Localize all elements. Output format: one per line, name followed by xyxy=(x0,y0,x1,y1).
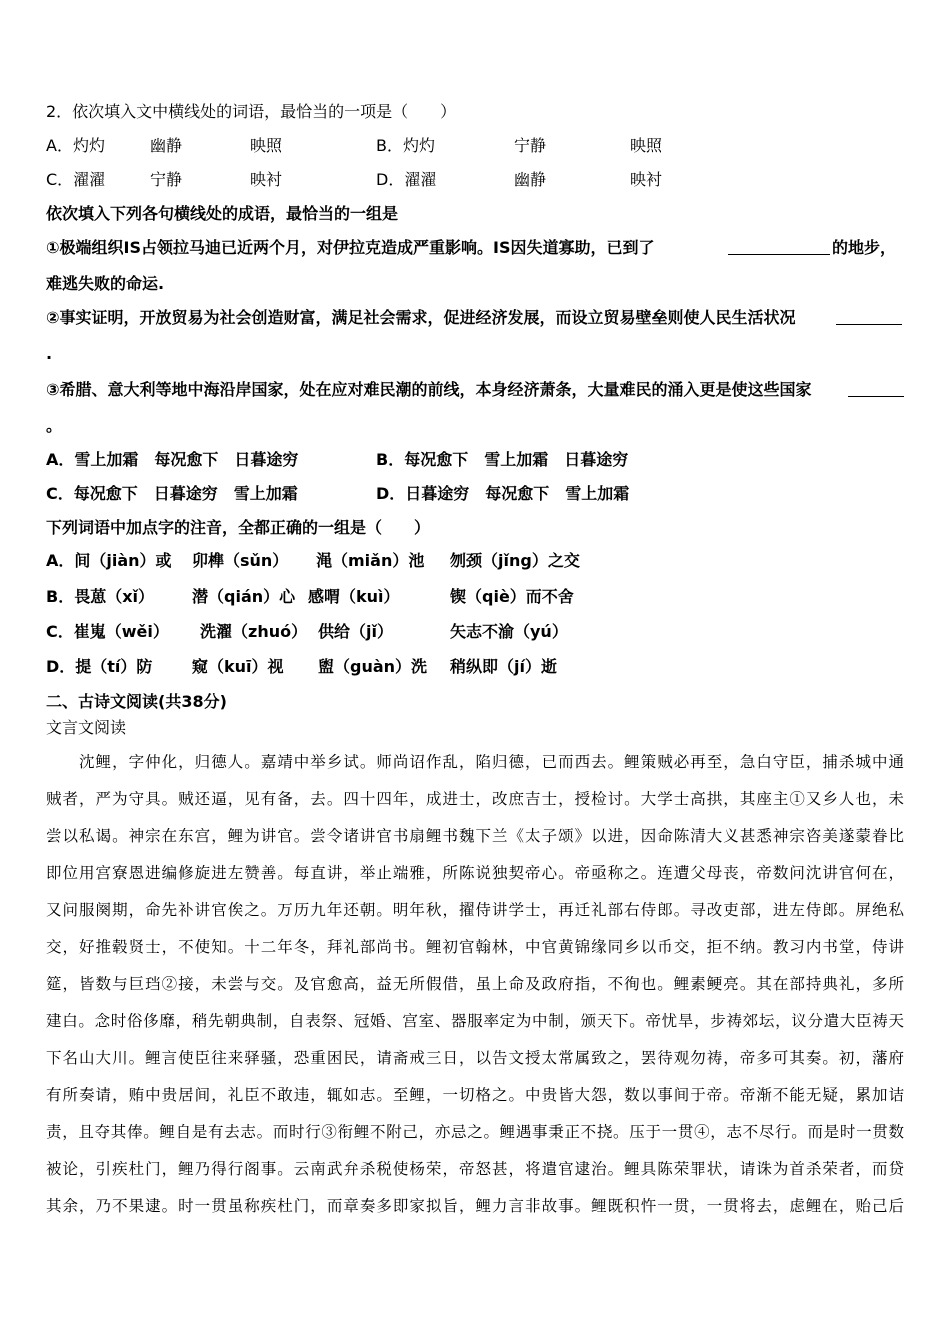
passage-line: 下名山大川。鲤言使臣往来驿骚，恐重困民，请斋戒三日，以告文授太常属致之，罢待观勿祷，帝多可其奏。初，藩府 xyxy=(46,1049,904,1067)
q3-s1-blank[interactable] xyxy=(728,240,830,255)
q2-option-a-word-3: 映照 xyxy=(250,136,283,155)
q4-d-4: 稍纵即（jí）逝 xyxy=(450,657,557,676)
q4-row-d xyxy=(46,657,906,677)
passage-line: 责，且夺其俸。鲤自是有去志。而时行③衔鲤不附己，亦忌之。鲤遇事秉正不挠。压于一贯④，志不尽行。而是时一贯数 xyxy=(46,1123,904,1141)
q2-options-row-2 xyxy=(46,170,906,190)
q4-row-a xyxy=(46,551,906,571)
passage-line: 建白。念时俗侈靡，稍先朝典制，自表祭、冠婚、宫室、器服率定为中制，颁天下。帝忧旱，步祷郊坛，议分遣大臣祷天 xyxy=(46,1012,904,1030)
q3-s2-period: . xyxy=(46,344,53,363)
passage-line: 尝以私谒。神宗在东宫，鲤为讲官。尝令诸讲官书扇鲤书魏下兰《太子颂》以进，因命陈清大义甚悉神宗咨美遂蒙眷比 xyxy=(46,827,904,845)
q3-s1-continued: 难逃失败的命运. xyxy=(46,274,165,293)
section-heading: 二、古诗文阅读(共38分) xyxy=(46,692,227,711)
q2-option-c-word-2: 宁静 xyxy=(150,170,183,189)
passage-line: 交，好推毂贤士，不使知。十二年冬，拜礼部尚书。鲤初官翰林，中官黄锦缘同乡以币交，拒不纳。教习内书堂，侍讲 xyxy=(46,938,904,956)
q4-row-b xyxy=(46,587,906,607)
passage-line: 又问服阕期，命先补讲官俟之。万历九年还朝。明年秋，擢侍讲学士，再迁礼部右侍郎。寻改吏部，进左侍郎。屏绝私 xyxy=(46,901,904,919)
q3-s1-text: ①极端组织IS占领拉马迪已近两个月，对伊拉克造成严重影响。IS因失道寡助，已到了 xyxy=(46,238,655,257)
q4-b-2: 潜（qián）心 xyxy=(192,587,296,606)
q4-a-1[interactable]: A．间（jiàn）或 xyxy=(46,551,172,570)
passage-line: 贼者，严为守具。贼还逼，见有备，去。四十四年，成进士，改庶吉士，授检讨。大学士高拱，其座主①又乡人也，未 xyxy=(46,790,904,808)
section-subheading: 文言文阅读 xyxy=(46,718,127,737)
q4-b-3: 感喟（kuì） xyxy=(308,587,400,606)
q2-option-a[interactable]: A．灼灼 xyxy=(46,136,105,155)
q2-option-d-word-2: 幽静 xyxy=(514,170,547,189)
q4-stem: 下列词语中加点字的注音，全都正确的一组是（ ） xyxy=(46,518,431,537)
q3-s3-period: 。 xyxy=(46,416,63,435)
q2-option-b-word-2: 宁静 xyxy=(514,136,547,155)
q2-option-c-word-3: 映衬 xyxy=(250,170,283,189)
q3-s3-blank[interactable] xyxy=(848,382,904,397)
q4-row-c xyxy=(46,622,906,642)
q3-options-row-2 xyxy=(46,484,906,504)
passage-line: 有所奏请，贿中贵居间，礼臣不敢违，辄如志。至鲤，一切格之。中贵皆大怨，数以事间于帝。帝渐不能无疑，累加诘 xyxy=(46,1086,904,1104)
q3-s1-tail: 的地步， xyxy=(832,238,897,257)
q3-sentence-2 xyxy=(46,308,906,328)
q3-options-row-1 xyxy=(46,450,906,470)
q2-option-d-word-3: 映衬 xyxy=(630,170,663,189)
q2-stem: 2．依次填入文中横线处的词语，最恰当的一项是（ ） xyxy=(46,102,457,121)
q2-options-row-1 xyxy=(46,136,906,156)
q4-d-2: 窥（kuī）视 xyxy=(192,657,284,676)
q2-option-b[interactable]: B．灼灼 xyxy=(376,136,435,155)
q4-d-1[interactable]: D．提（tí）防 xyxy=(46,657,153,676)
q2-option-b-word-3: 映照 xyxy=(630,136,663,155)
q4-a-4: 刎颈（jǐng）之交 xyxy=(450,551,580,570)
q4-d-3: 盥（guàn）洗 xyxy=(318,657,428,676)
q2-option-d[interactable]: D．濯濯 xyxy=(376,170,437,189)
q4-c-4: 矢志不渝（yú） xyxy=(450,622,568,641)
q4-a-2: 卯榫（sǔn） xyxy=(192,551,289,570)
q4-b-4: 锲（qiè）而不舍 xyxy=(450,587,574,606)
q4-a-3: 渑（miǎn）池 xyxy=(316,551,425,570)
q4-c-3: 供给（jǐ） xyxy=(318,622,393,641)
passage-line: 其余，乃不果逮。时一贯虽称疾杜门，而章奏多即家拟旨，鲤力言非故事。鲤既积忤一贯，一贯将去，虑鲤在，贻己后 xyxy=(46,1197,904,1215)
q3-sentence-1 xyxy=(46,238,906,258)
q3-s2-blank[interactable] xyxy=(836,310,902,325)
q2-option-a-word-2: 幽静 xyxy=(150,136,183,155)
q3-stem: 依次填入下列各句横线处的成语，最恰当的一组是 xyxy=(46,204,399,223)
q3-sentence-3 xyxy=(46,380,906,400)
q3-option-d[interactable]: D．日暮途穷 每况愈下 雪上加霜 xyxy=(376,484,630,503)
q3-s3-text: ③希腊、意大利等地中海沿岸国家，处在应对难民潮的前线，本身经济萧条，大量难民的涌入更是使这些国家 xyxy=(46,380,812,399)
q2-option-c[interactable]: C．濯濯 xyxy=(46,170,106,189)
passage-line: 被论，引疾杜门，鲤乃得行阁事。云南武弁杀税使杨荣，帝怒甚，将遣官逮治。鲤具陈荣罪状，请诛为首杀荣者，而贷 xyxy=(46,1160,904,1178)
q4-c-1[interactable]: C．崔嵬（wěi） xyxy=(46,622,169,641)
passage-line: 即位用宫寮恩进编修旋进左赞善。每直讲，举止端雅，所陈说独契帝心。帝亟称之。连遭父母丧，帝数问沈讲官何在， xyxy=(46,864,904,882)
q3-s2-text: ②事实证明，开放贸易为社会创造财富，满足社会需求，促进经济发展，而设立贸易壁垒则使人民生活状况 xyxy=(46,308,796,327)
q3-option-c[interactable]: C．每况愈下 日暮途穷 雪上加霜 xyxy=(46,484,298,503)
q3-option-a[interactable]: A．雪上加霜 每况愈下 日暮途穷 xyxy=(46,450,299,469)
q3-option-b[interactable]: B．每况愈下 雪上加霜 日暮途穷 xyxy=(376,450,629,469)
q4-b-1[interactable]: B．畏葸（xǐ） xyxy=(46,587,155,606)
passage-line: 筵，皆数与巨珰②接，未尝与交。及官愈高，益无所假借，虽上命及政府指，不徇也。鲤素鲠亮。其在部持典礼，多所 xyxy=(46,975,904,993)
passage-line: 沈鲤，字仲化，归德人。嘉靖中举乡试。师尚诏作乱，陷归德，已而西去。鲤策贼必再至，急白守臣，捕杀城中通 xyxy=(46,753,904,771)
q4-c-2: 洗濯（zhuó） xyxy=(200,622,308,641)
